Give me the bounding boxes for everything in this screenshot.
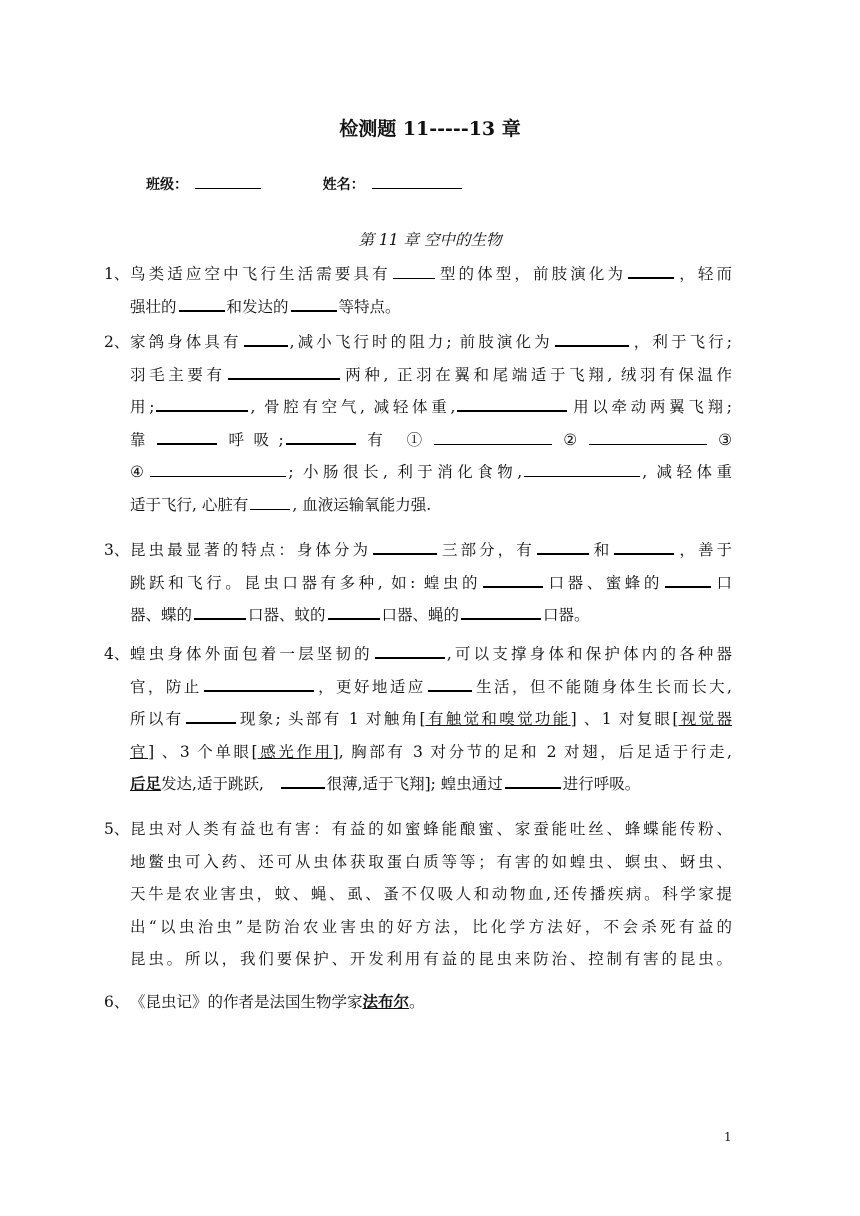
answer-blank[interactable] xyxy=(428,676,472,692)
answer-blank[interactable] xyxy=(537,539,589,555)
answer-blank[interactable] xyxy=(157,429,217,445)
question-number: 5、 xyxy=(104,820,130,838)
answer-blank[interactable] xyxy=(244,331,288,347)
answer-blank[interactable] xyxy=(228,364,340,380)
text: 。 xyxy=(409,993,425,1011)
text: 官，防止 xyxy=(130,677,202,696)
text: ; 小肠很长, 利于消化食物, xyxy=(288,463,523,481)
text: 用以牵动两翼飞翔; xyxy=(569,398,732,416)
text: 家鸽身体具有 xyxy=(130,333,242,351)
underlined-answer: 感光作用 xyxy=(257,742,333,761)
text: 型的体型，前肢演化为 xyxy=(436,265,627,283)
answer-blank[interactable] xyxy=(614,539,674,555)
text: ] 、1 对复眼[ xyxy=(570,710,679,728)
text: 蝗虫身体外面包着一层坚韧的 xyxy=(130,645,373,663)
page-number: 1 xyxy=(724,1130,732,1144)
text: 等特点。 xyxy=(338,297,401,316)
text: 进行呼吸。 xyxy=(562,775,641,793)
answer-blank[interactable] xyxy=(483,572,543,588)
name-label: 姓名： xyxy=(322,177,365,193)
text: ，更好地适应 xyxy=(315,677,426,696)
text: 适于飞行, 心脏有 xyxy=(130,495,249,514)
answer-blank[interactable] xyxy=(628,263,674,279)
text: 口器、蚊的 xyxy=(248,606,326,624)
text: ,可以支撑身体和保护体内的各种器 xyxy=(446,645,732,663)
answer-blank[interactable] xyxy=(179,296,225,312)
text: 所以有 xyxy=(130,710,184,728)
text: ,减小飞行时的阻力; 前肢演化为 xyxy=(289,333,553,351)
text: 后足适于行走, xyxy=(618,742,732,761)
text: 口器、蜜蜂的 xyxy=(545,573,663,592)
answer-blank[interactable] xyxy=(281,773,325,789)
text: ] 、3 个单眼[ xyxy=(148,742,258,761)
answer-blank[interactable] xyxy=(665,572,711,588)
answer-blank[interactable] xyxy=(186,708,236,724)
text: 器、蝶的 xyxy=(130,606,193,624)
question-5 xyxy=(104,813,732,976)
answer-blank[interactable] xyxy=(461,604,541,620)
class-label: 班级： xyxy=(146,177,188,193)
text: 有 ① xyxy=(357,430,432,449)
answer-blank[interactable] xyxy=(373,539,437,555)
question-number: 3、 xyxy=(104,541,130,559)
text: 呼吸; xyxy=(219,430,284,449)
question-3 xyxy=(104,534,732,632)
class-blank[interactable] xyxy=(195,174,261,189)
text: 鸟类适应空中飞行生活需要具有 xyxy=(130,265,391,283)
text: 羽毛主要有 xyxy=(130,365,226,384)
question-6 xyxy=(104,986,732,1019)
question-2 xyxy=(104,326,732,521)
paragraph-line: 天牛是农业害虫，蚊、蝇、虱、蚤不仅吸人和动物血,还传播疾病。科学家提 xyxy=(130,885,732,903)
text: 跳跃和飞行。昆虫口器有多种, 如: 蝗虫的 xyxy=(130,573,482,592)
text: ，善于 xyxy=(676,541,732,559)
text: 和 xyxy=(590,541,613,559)
underlined-answer: 视觉器 xyxy=(678,710,732,728)
text: , 减轻体重 xyxy=(642,463,732,481)
text: 靠 xyxy=(130,430,156,449)
answer-blank[interactable] xyxy=(156,396,248,412)
bold-answer: 法布尔 xyxy=(362,992,410,1011)
text: ② xyxy=(553,430,587,449)
paragraph-line: 昆虫。所以，我们要保护、开发利用有益的昆虫来防治、控制有害的昆虫。 xyxy=(130,950,732,968)
text: 昆虫最显著的特点：身体分为 xyxy=(130,541,372,559)
answer-blank[interactable] xyxy=(375,643,445,659)
text: 用; xyxy=(130,398,155,416)
text: 口器、蝇的 xyxy=(381,606,460,624)
question-number: 4、 xyxy=(104,645,130,663)
answer-blank[interactable] xyxy=(524,462,640,477)
answer-blank[interactable] xyxy=(457,396,567,412)
name-blank[interactable] xyxy=(372,174,462,189)
text: 很薄,适于飞翔]; 蝗虫通过 xyxy=(326,775,503,793)
text: 和发达的 xyxy=(226,297,289,316)
paragraph-line: 地鳖虫可入药、还可从虫体获取蛋白质等等；有害的如蝗虫、螟虫、蚜虫、 xyxy=(130,852,732,871)
text: 口器。 xyxy=(543,606,590,624)
answer-blank[interactable] xyxy=(589,430,707,445)
text: 三部分，有 xyxy=(439,541,535,559)
text: ③ xyxy=(708,430,732,449)
question-1 xyxy=(104,258,732,323)
text: 生活，但不能随身体生长而长大, xyxy=(473,677,732,696)
text: ], 胸部有 3 对分节的足和 2 对翅， xyxy=(332,742,619,761)
answer-blank[interactable] xyxy=(291,296,337,312)
answer-blank[interactable] xyxy=(150,462,286,477)
page-title: 检测题 11-----13 章 xyxy=(339,118,521,140)
question-4 xyxy=(104,638,732,801)
text: , 骨腔有空气, 减轻体重, xyxy=(250,398,456,416)
text: ④ xyxy=(130,463,149,481)
text: 《昆虫记》的作者是法国生物学家 xyxy=(130,993,363,1011)
paragraph-line: 昆虫对人类有益也有害：有益的如蜜蜂能酿蜜、家蚕能吐丝、蜂蝶能传粉、 xyxy=(130,820,732,838)
chapter-heading: 第 11 章 空中的生物 xyxy=(358,231,502,249)
text: ，利于飞行; xyxy=(630,333,732,351)
answer-blank[interactable] xyxy=(286,429,356,445)
answer-blank[interactable] xyxy=(250,495,290,510)
text: 两种, 正羽在翼和尾端适于飞翔, 绒羽有保温作 xyxy=(341,365,732,384)
answer-blank[interactable] xyxy=(434,430,552,445)
text: , 血液运输氧能力强. xyxy=(292,495,432,514)
underlined-answer: 有触觉和嗅觉功能 xyxy=(425,710,571,728)
answer-blank[interactable] xyxy=(194,604,246,620)
text: 现象; 头部有 1 对触角[ xyxy=(237,710,426,728)
underlined-answer: 官 xyxy=(130,742,149,761)
text: 口 xyxy=(712,573,732,592)
answer-blank[interactable] xyxy=(204,676,314,692)
student-info xyxy=(146,174,464,194)
paragraph-line: 出“以虫治虫”是防治农业害虫的好方法，比化学方法好，不会杀死有益的 xyxy=(130,917,732,936)
text: ，轻而 xyxy=(676,265,732,283)
answer-blank[interactable] xyxy=(555,331,629,347)
question-number: 1、 xyxy=(104,265,130,283)
question-number: 6、 xyxy=(104,993,130,1011)
bold-answer: 后足 xyxy=(130,774,162,793)
answer-blank[interactable] xyxy=(505,773,561,789)
text: 强壮的 xyxy=(130,297,177,316)
text: 发达,适于跳跃, xyxy=(161,775,264,793)
question-number: 2、 xyxy=(104,333,130,351)
answer-blank[interactable] xyxy=(328,604,380,620)
answer-blank[interactable] xyxy=(393,264,435,279)
